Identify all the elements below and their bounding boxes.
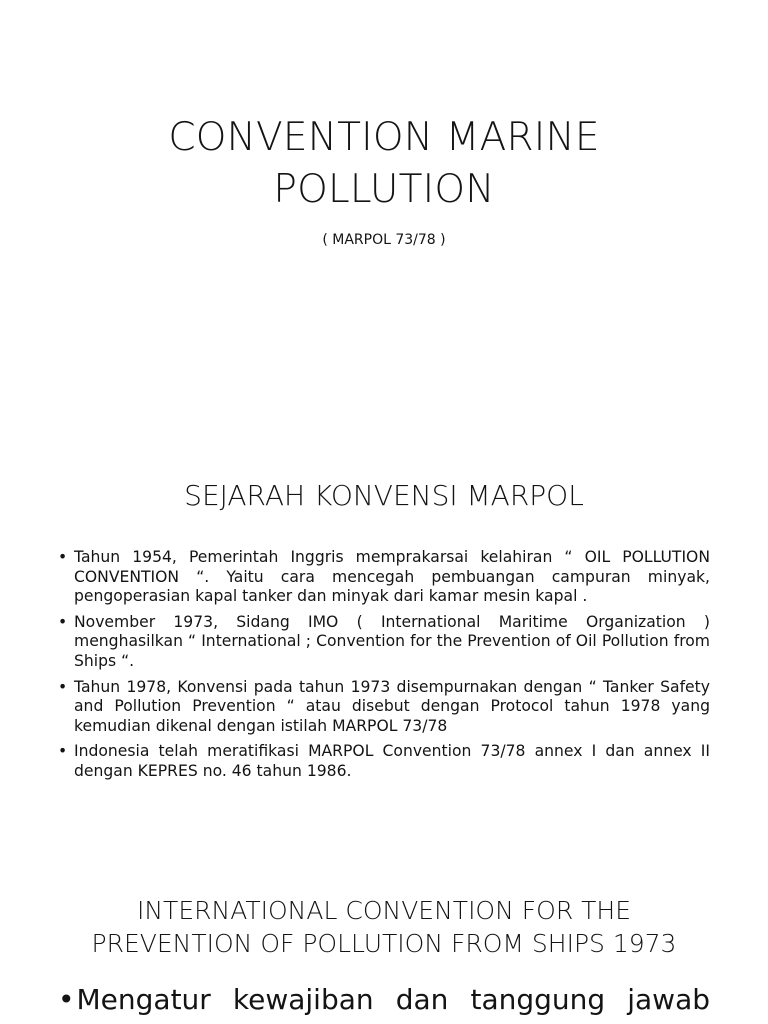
bullet-item [58, 548, 710, 607]
history-slide [0, 430, 768, 860]
bullet-item [58, 678, 710, 737]
bullet-text: November 1973, Sidang IMO ( International Maritime Organization ) menghasilkan “ International ; Convention for the Prevention of Oil Pollution from Ships “. [74, 612, 710, 670]
bullet-marker: • [58, 983, 75, 1016]
bullet-text: Indonesia telah meratifikasi MARPOL Convention 73/78 annex I dan annex II dengan KEPRES no. 46 tahun 1986. [74, 742, 710, 780]
bullet-marker: • [58, 742, 68, 761]
heading-line-1: INTERNATIONAL CONVENTION FOR THE [136, 896, 632, 925]
bullet-marker: • [58, 548, 68, 566]
title-line-2: POLLUTION [273, 167, 495, 212]
bullet-text: Tahun 1954, Pemerintah Inggris memprakarsai kelahiran “ OIL POLLUTION CONVENTION “. Yaitu cara mencegah pembuangan campuran minyak, pengoperasian kapal tanker dan minyak dari kamar mesin kapal . [74, 548, 710, 606]
bullet-item [58, 613, 710, 672]
bullet-item [58, 742, 710, 781]
slide-heading [0, 894, 768, 960]
slide-heading: SEJARAH KONVENSI MARPOL [184, 479, 584, 512]
presentation-subtitle: ( MARPOL 73/78 ) [322, 232, 446, 248]
bullet-item [58, 980, 710, 1020]
bullet-marker: • [58, 612, 68, 631]
title-line-1: CONVENTION MARINE [168, 115, 600, 160]
heading-line-2: PREVENTION OF POLLUTION FROM SHIPS 1973 [91, 929, 677, 958]
title-slide [0, 0, 768, 430]
convention-slide [0, 862, 768, 1024]
bullet-marker: • [58, 677, 68, 696]
bullet-list [58, 548, 710, 788]
bullet-text: Tahun 1978, Konvensi pada tahun 1973 disempurnakan dengan “ Tanker Safety and Pollution Prevention “ atau disebut dengan Protocol tahun 1978 yang kemudian dikenal dengan istilah MARPOL 73/78 [74, 677, 710, 735]
bullet-text: Mengatur kewajiban dan tanggung jawab [76, 983, 710, 1016]
presentation-title [0, 112, 768, 216]
